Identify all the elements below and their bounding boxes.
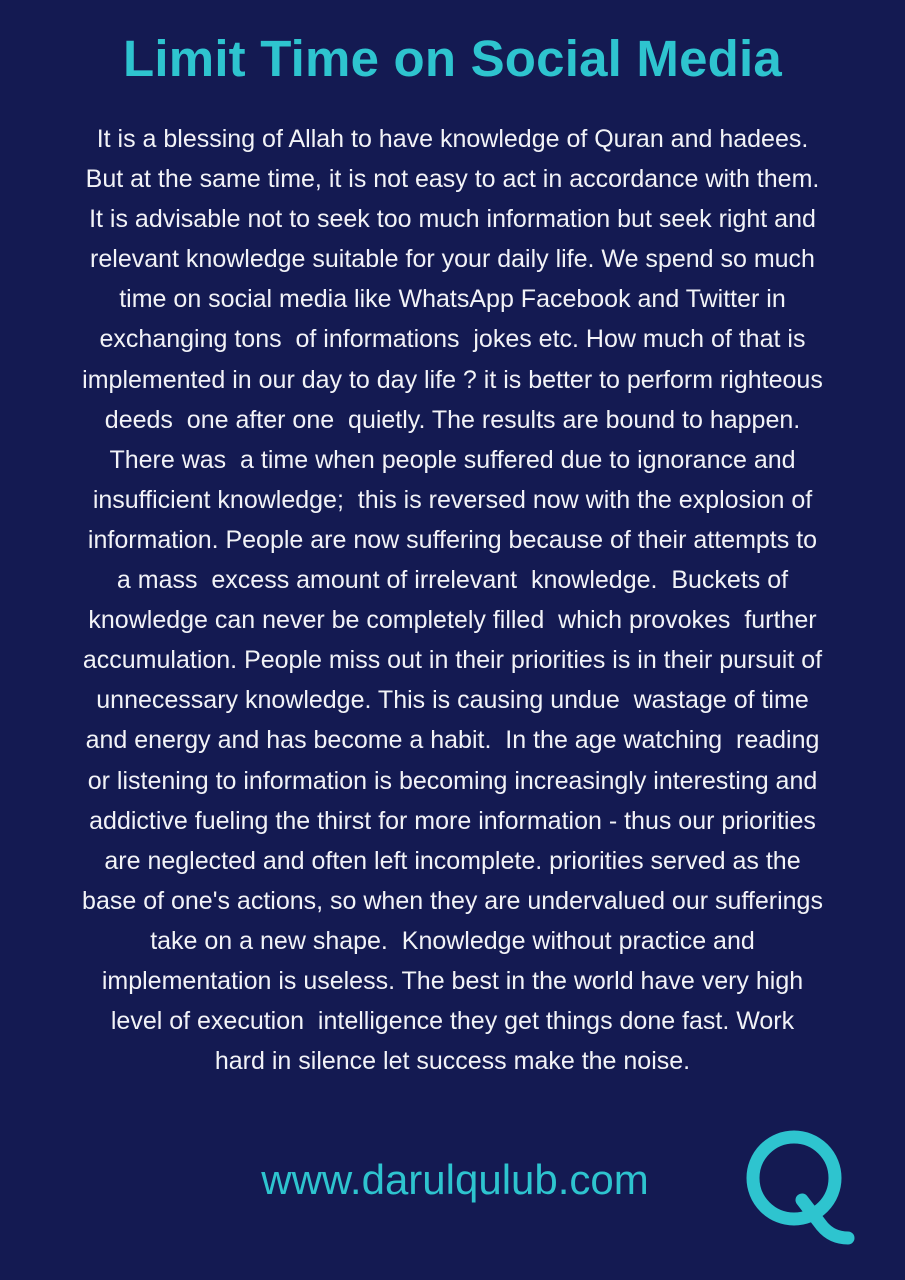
body-line: base of one's actions, so when they are undervalued our sufferings	[82, 886, 823, 915]
body-line: unnecessary knowledge. This is causing undue wastage of time	[96, 686, 809, 715]
q-logo-icon	[744, 1128, 856, 1250]
body-line: implementation is useless. The best in the world have very high	[101, 966, 804, 995]
body-line: level of execution intelligence they get things done fast. Work	[110, 1007, 795, 1036]
body-line: time on social media like WhatsApp Facebook and Twitter in	[119, 285, 786, 314]
body-line: addictive fueling the thirst for more information - thus our priorities	[89, 806, 816, 835]
body-line: implemented in our day to day life ? it is better to perform righteous	[82, 365, 823, 394]
website-url: www.darulqulub.com	[261, 1156, 649, 1203]
body-line: It is advisable not to seek too much information but seek right and	[89, 205, 816, 234]
body-line: deeds one after one quietly. The results are bound to happen.	[104, 405, 801, 434]
body-line: or listening to information is becoming increasingly interesting and	[87, 766, 818, 795]
body-line: But at the same time, it is not easy to act in accordance with them.	[85, 165, 820, 194]
body-line: relevant knowledge suitable for your daily life. We spend so much	[90, 245, 815, 274]
body-line: insufficient knowledge; this is reversed now with the explosion of	[92, 485, 813, 514]
body-line: a mass excess amount of irrelevant knowledge. Buckets of	[116, 566, 789, 595]
body-line: are neglected and often left incomplete. priorities served as the	[104, 846, 801, 875]
page-title: Limit Time on Social Media	[123, 30, 782, 87]
body-line: There was a time when people suffered due to ignorance and	[109, 445, 796, 474]
body-line: accumulation. People miss out in their priorities is in their pursuit of	[82, 646, 823, 675]
body-line: take on a new shape. Knowledge without practice and	[150, 926, 755, 955]
body-line: knowledge can never be completely filled which provokes further	[88, 606, 817, 635]
body-text	[12, 119, 893, 1081]
body-line: information. People are now suffering because of their attempts to	[87, 525, 818, 554]
body-line: exchanging tons of informations jokes etc. How much of that is	[99, 325, 806, 354]
body-line: It is a blessing of Allah to have knowledge of Quran and hadees.	[96, 125, 809, 153]
body-line: hard in silence let success make the noise.	[214, 1047, 691, 1076]
body-line: and energy and has become a habit. In the age watching reading	[85, 726, 820, 755]
